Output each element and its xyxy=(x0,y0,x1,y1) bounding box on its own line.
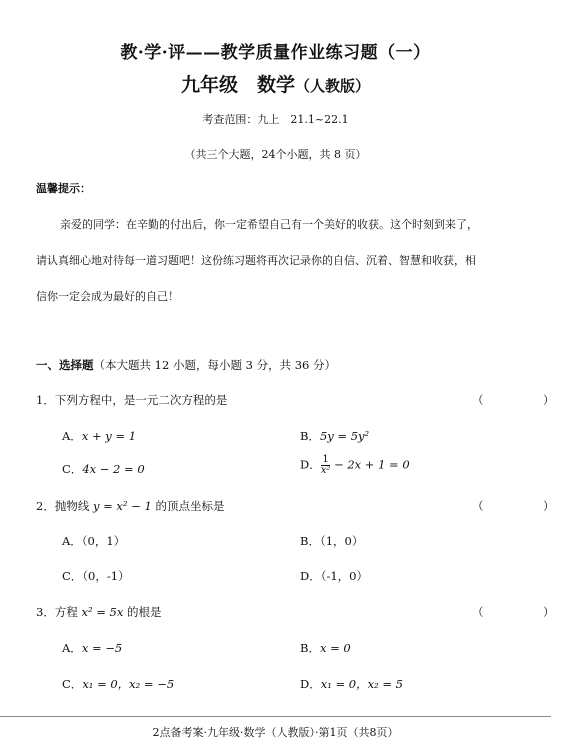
q1-option-d[interactable] xyxy=(300,455,410,476)
option-expression: x₁ = 0，x₂ = −5 xyxy=(82,677,175,691)
option-label: A． xyxy=(62,641,82,655)
section-label: 一、选择题 xyxy=(36,358,94,372)
answer-blank-1[interactable]: （ ） xyxy=(472,393,579,407)
tips-line-2: 请认真细心地对待每一道习题吧！这份练习题将再次记录你的自信、沉着、智慧和收获，相 xyxy=(36,254,476,267)
section-note: （本大题共 12 小题，每小题 3 分，共 36 分） xyxy=(93,358,337,372)
option-expression: − 2x + 1 = 0 xyxy=(330,457,410,472)
q3-option-b[interactable] xyxy=(300,640,351,656)
q3-option-d[interactable] xyxy=(300,676,403,692)
edition-label: （人教版） xyxy=(295,77,371,95)
tips-line-3: 信你一定会成为最好的自己！ xyxy=(36,290,179,303)
page-footer: 2点备考案·九年级·数学（人教版）·第1页（共8页） xyxy=(152,726,399,739)
exam-scope: 考查范围：九上 21.1~22.1 xyxy=(202,113,349,126)
option-expression: 4x − 2 = 0 xyxy=(82,462,145,476)
option-label: D． xyxy=(300,677,321,691)
option-label: B． xyxy=(300,429,320,443)
answer-blank-2[interactable]: （ ） xyxy=(472,499,579,513)
option-expression: 5y = 5y² xyxy=(319,429,370,443)
question-2-stem xyxy=(36,498,224,514)
option-expression: x₁ = 0，x₂ = 5 xyxy=(320,677,403,691)
q3-option-c[interactable] xyxy=(62,676,174,692)
fraction xyxy=(321,455,331,476)
grade-subject: 九年级 数学 xyxy=(180,74,295,96)
question-3-stem xyxy=(36,604,162,620)
tips-line-1: 亲爱的同学：在辛勤的付出后，你一定希望自己有一个美好的收获。这个时刻到来了， xyxy=(60,218,478,231)
stem-prefix: 2．抛物线 xyxy=(36,499,93,513)
option-label: D． xyxy=(300,457,321,472)
stem-expression: y = x² − 1 xyxy=(92,499,152,513)
section-heading xyxy=(36,357,336,373)
document-subtitle xyxy=(0,70,551,97)
q2-option-a[interactable]: A．（0，1） xyxy=(62,534,126,548)
footer-divider xyxy=(0,716,551,717)
tips-heading: 温馨提示： xyxy=(36,182,91,195)
document-title: 教·学·评——教学质量作业练习题（一） xyxy=(120,43,431,63)
q2-option-c[interactable]: C．（0，-1） xyxy=(62,569,130,583)
option-expression: x = −5 xyxy=(81,641,123,655)
option-expression: x = 0 xyxy=(319,641,351,655)
answer-blank-3[interactable]: （ ） xyxy=(472,605,579,619)
stem-prefix: 3．方程 xyxy=(36,605,82,619)
q2-option-d[interactable]: D．（-1，0） xyxy=(300,569,368,583)
stem-suffix: 的顶点坐标是 xyxy=(151,499,225,513)
q1-option-c[interactable] xyxy=(62,461,145,477)
question-count: （共三个大题，24个小题，共 8 页） xyxy=(184,148,367,161)
option-label: C． xyxy=(62,462,83,476)
option-label: B． xyxy=(300,641,320,655)
stem-suffix: 的根是 xyxy=(123,605,162,619)
question-1-stem: 1．下列方程中，是一元二次方程的是 xyxy=(36,393,228,407)
q1-option-b[interactable] xyxy=(300,428,369,444)
option-label: A． xyxy=(62,429,82,443)
stem-expression: x² = 5x xyxy=(81,605,124,619)
option-label: C． xyxy=(62,677,83,691)
q2-option-b[interactable]: B．（1，0） xyxy=(300,534,364,548)
q1-option-a[interactable] xyxy=(62,428,136,444)
fraction-numerator: 1 xyxy=(322,454,329,465)
option-expression: x + y = 1 xyxy=(81,429,137,443)
fraction-denominator: x² xyxy=(320,465,331,476)
q3-option-a[interactable] xyxy=(62,640,122,656)
